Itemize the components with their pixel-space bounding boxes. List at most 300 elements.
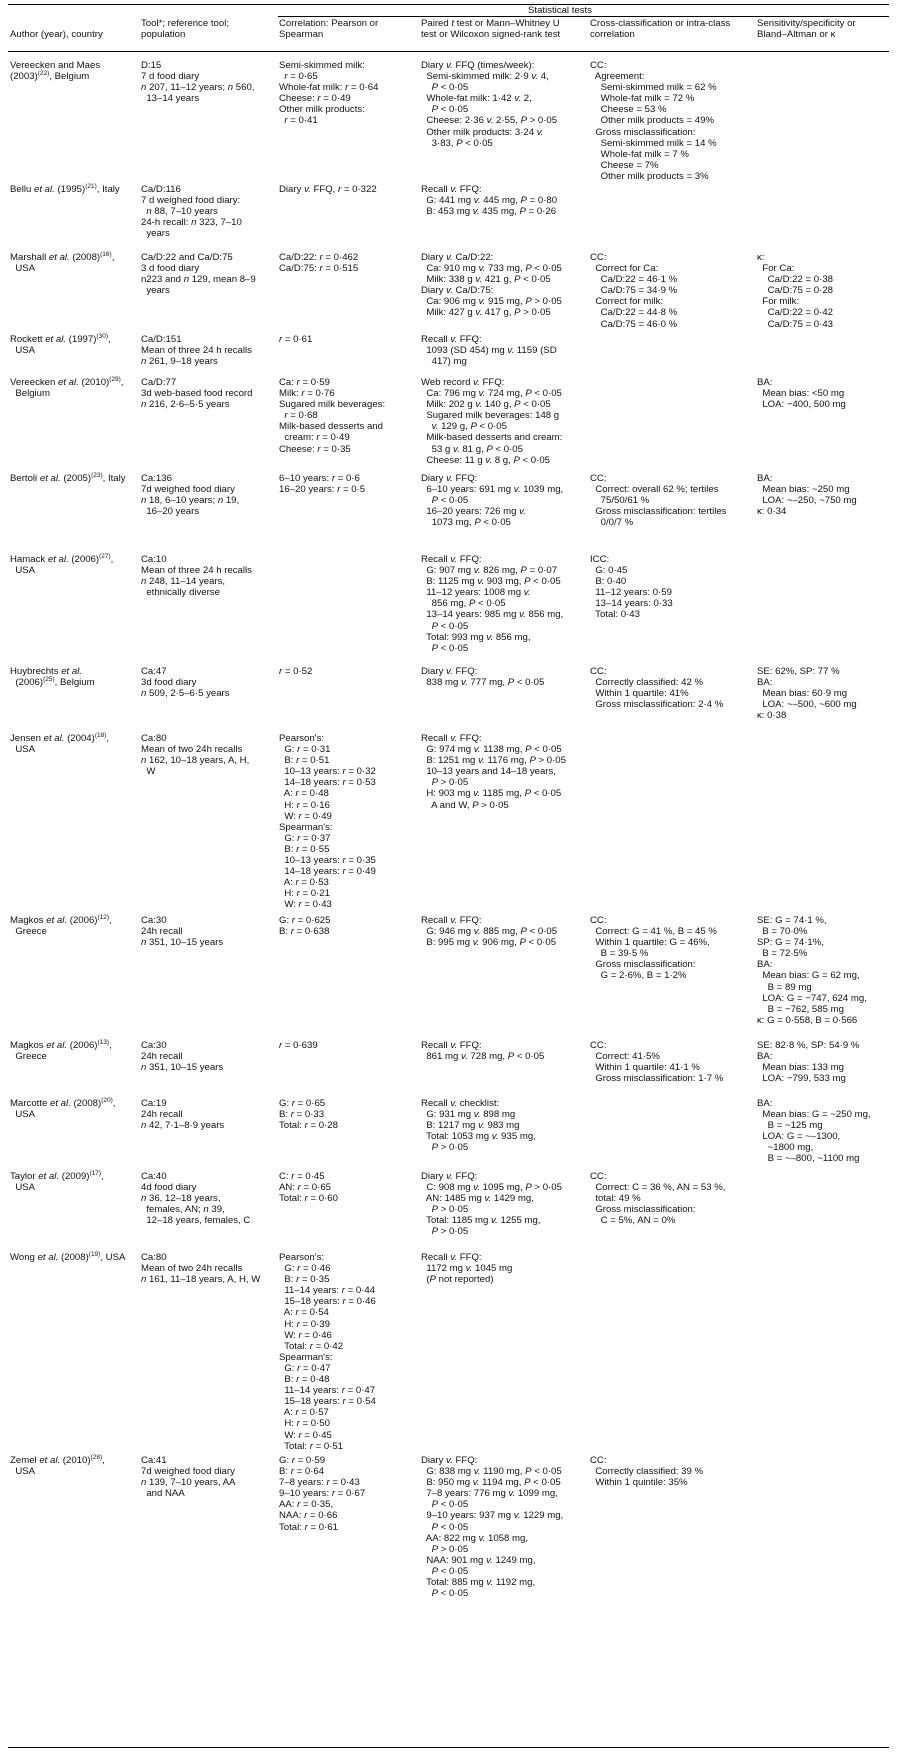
cell-line: BA: <box>757 677 773 689</box>
header-line: Paired t test or Mann–Whitney U <box>421 18 560 29</box>
cell-line: Total: 0·43 <box>590 609 640 621</box>
cell-line: A: r = 0·54 <box>279 1307 329 1319</box>
cell-line: 3 d food diary <box>141 263 200 275</box>
cell-line: Mean bias: 133 mg <box>757 1062 844 1074</box>
cell-paired-test <box>421 1098 536 1153</box>
cell-line: Ca: 910 mg v. 733 mg, P < 0·05 <box>421 263 562 275</box>
cell-line: BA: <box>757 377 773 388</box>
cell-line: BA: <box>757 1098 773 1109</box>
cell-line: Pearson's: <box>279 733 325 744</box>
cell-line: Ca:30 <box>141 915 167 926</box>
cell-line: 7d weighed food diary <box>141 1466 235 1478</box>
cell-line: n 216, 2·6–5·5 years <box>141 399 230 411</box>
cell-paired-test <box>421 473 563 528</box>
cell-line: CC: <box>590 915 607 926</box>
cell-correlation <box>279 184 377 195</box>
cell-line: 11–12 years: 1008 mg v. <box>421 587 531 599</box>
cell-line: A: r = 0·57 <box>279 1407 329 1419</box>
cell-author <box>10 1040 112 1062</box>
cell-author <box>10 252 114 274</box>
cell-line: G: r = 0·46 <box>279 1263 331 1275</box>
cell-line: B: r = 0·33 <box>279 1109 325 1121</box>
cell-line: USA <box>10 565 36 577</box>
cell-line: B: 950 mg v. 1194 mg, P < 0·05 <box>421 1477 561 1489</box>
cell-line: P < 0·05 <box>431 620 469 632</box>
cell-line: Zemel et al. $(2010)^{(28)}$, <box>10 1454 105 1466</box>
cell-line: Rockett et al. $(1997)^{(30)}$, <box>10 333 111 345</box>
cell-author <box>10 473 126 484</box>
cell-line: B = 89 mg <box>757 981 812 993</box>
cell-line: n 162, 10–18 years, A, H, <box>141 755 250 767</box>
cell-author <box>10 1455 105 1477</box>
cell-line: BA: <box>757 473 773 484</box>
cell-line: Ca/D:22 = 0·42 <box>757 307 833 319</box>
cell-line: n 42, 7·1–8·9 years <box>141 1120 225 1132</box>
cell-line: 6–10 years: 691 mg v. 1039 mg, <box>421 484 564 496</box>
cell-tool <box>141 1455 235 1499</box>
cell-line: G: r = 0·31 <box>279 744 331 756</box>
cell-line: Ca/D:75: r = 0·515 <box>279 263 359 275</box>
cell-line: Other milk products = 3% <box>590 170 709 182</box>
cell-line: n 351, 10–15 years <box>141 937 224 949</box>
header-rule <box>8 51 889 52</box>
header-correlation <box>279 18 378 40</box>
cell-line: 1073 mg, P < 0·05 <box>421 517 511 529</box>
cell-line: USA <box>10 1182 36 1194</box>
cell-line: and NAA <box>141 1488 185 1500</box>
cell-line: Semi-skimmed milk = 14 % <box>590 137 717 149</box>
cell-line: USA <box>10 345 36 357</box>
cell-line: B: r = 0·48 <box>279 1374 330 1386</box>
cell-line: B: r = 0·55 <box>279 843 330 855</box>
cell-line: B = 70·0% <box>757 926 808 938</box>
cell-line: P < 0·05 <box>431 1588 469 1600</box>
header-line: Spearman <box>279 29 324 41</box>
cell-line: H: 903 mg v. 1185 mg, P < 0·05 <box>421 788 562 800</box>
cell-line: Milk: 427 g v. 417 g, P > 0·05 <box>421 307 551 319</box>
cell-line: r = 0·68 <box>284 410 318 422</box>
cell-line: Recall v. FFQ: <box>421 915 482 926</box>
cell-line: G: 838 mg v. 1190 mg, P < 0·05 <box>421 1466 562 1478</box>
cell-tool <box>141 334 252 367</box>
cell-line: C: r = 0·45 <box>279 1171 325 1182</box>
cell-line: CC: <box>590 252 607 263</box>
cell-line: Ca:19 <box>141 1098 167 1109</box>
cell-cross-classification <box>590 915 717 982</box>
cell-line: (P not reported) <box>421 1274 494 1286</box>
header-line: Cross-classification or intra-class <box>590 18 731 29</box>
cell-line: Cheese: 11 g v. 8 g, P < 0·05 <box>421 454 550 466</box>
cell-line: Ca:80 <box>141 1252 167 1263</box>
cell-line: G: r = 0·625 <box>279 915 331 926</box>
cell-line: Diary v. FFQ: <box>421 473 478 484</box>
cell-line: Ca: r = 0·59 <box>279 377 330 388</box>
cell-line: Total: r = 0·60 <box>279 1193 338 1205</box>
cell-line: P > 0·05 <box>431 1142 469 1154</box>
cell-line: Spearman's: <box>279 1351 333 1363</box>
cell-sensitivity <box>757 1040 859 1084</box>
cell-tool <box>141 252 256 296</box>
cell-author <box>10 733 109 755</box>
cell-paired-test <box>421 1171 562 1238</box>
cell-line: total: 49 % <box>590 1193 641 1205</box>
cell-line: Ca/D:151 <box>141 334 182 345</box>
cell-line: Magkos et al. $(2006)^{(13)}$, <box>10 1039 112 1051</box>
cell-tool <box>141 1252 260 1285</box>
cell-line: Ca: 796 mg v. 724 mg, P < 0·05 <box>421 388 562 400</box>
cell-line: Ca/D:22 = 44·8 % <box>590 307 678 319</box>
cell-paired-test <box>421 377 562 466</box>
cell-line: Within 1 quartile: 41·1 % <box>590 1062 700 1074</box>
cell-line: females, AN; n 39, <box>141 1204 225 1216</box>
cell-line: 13–14 years: 0·33 <box>590 598 673 610</box>
cell-line: G: r = 0·37 <box>279 832 331 844</box>
cell-line: Diary v. Ca/D:75: <box>421 285 494 297</box>
cell-line: Total: r = 0·61 <box>279 1521 338 1533</box>
cell-line: κ: 0·34 <box>757 506 787 518</box>
cell-paired-test <box>421 184 557 217</box>
cell-line: D:15 <box>141 60 162 71</box>
cell-line: $(2006)^{(25)}$, Belgium <box>10 676 95 689</box>
cell-line: n 88, 7–10 years <box>146 206 218 218</box>
cell-correlation <box>279 1098 338 1131</box>
cell-line: Other milk products: <box>279 104 365 116</box>
cell-line: B: 453 mg v. 435 mg, P = 0·26 <box>421 206 557 218</box>
cell-line: 7–8 years: r = 0·43 <box>279 1477 360 1489</box>
cell-line: Semi-skimmed milk: <box>279 60 365 71</box>
cell-tool <box>141 1171 250 1226</box>
cell-line: NAA: r = 0·66 <box>279 1510 338 1522</box>
cell-cross-classification <box>590 252 677 330</box>
cell-correlation <box>279 733 376 911</box>
cell-line: Total: 1053 mg v. 935 mg, <box>421 1131 536 1143</box>
cell-line: H: r = 0·39 <box>279 1318 330 1330</box>
cell-line: P < 0·05 <box>431 104 469 116</box>
cell-line: Jensen et al. $(2004)^{(18)}$, <box>10 732 110 744</box>
cell-line: 838 mg v. 777 mg, P < 0·05 <box>421 677 545 689</box>
cell-line: 3d food diary <box>141 677 197 689</box>
cell-line: Vereecken and Maes <box>10 60 101 71</box>
cell-line: Recall v. FFQ: <box>421 184 482 195</box>
cell-line: n 161, 11–18 years, A, H, W <box>141 1274 261 1286</box>
cell-line: H: r = 0·50 <box>279 1418 330 1430</box>
cell-author <box>10 554 113 576</box>
cell-line: P < 0·05 <box>431 82 469 94</box>
cell-line: Diary v. FFQ: <box>421 1171 478 1182</box>
cell-line: 10–13 years: r = 0·32 <box>279 766 376 778</box>
cell-line: κ: 0·38 <box>757 710 787 722</box>
cell-line: Correct for Ca: <box>590 263 659 275</box>
cell-line: 6–10 years: r = 0·6 <box>279 473 360 484</box>
cell-line: Recall v. FFQ: <box>421 1040 482 1051</box>
cell-line: n 261, 9–18 years <box>141 356 218 368</box>
cell-line: Gross misclassification: tertiles <box>590 506 727 518</box>
cell-line: Ca:41 <box>141 1455 167 1466</box>
cell-line: For milk: <box>757 296 800 308</box>
cell-line: 11–12 years: 0·59 <box>590 587 672 599</box>
cell-author <box>10 666 95 688</box>
cell-line: P < 0·05 <box>431 1521 469 1533</box>
cell-correlation <box>279 60 378 127</box>
cell-line: 3·83, P < 0·05 <box>421 137 493 149</box>
cell-author <box>10 1098 115 1120</box>
cell-line: Mean bias: G = 62 mg, <box>757 970 860 982</box>
cell-author <box>10 60 100 82</box>
cell-line: Sugared milk beverages: <box>279 399 386 411</box>
cell-line: A: r = 0·53 <box>279 877 329 889</box>
cell-correlation <box>279 473 365 495</box>
cell-line: P > 0·05 <box>431 777 469 789</box>
cell-line: Correct: overall 62 %; tertiles <box>590 484 719 496</box>
cell-line: 15–18 years: r = 0·54 <box>279 1396 376 1408</box>
cell-line: Diary v. FFQ, r = 0·322 <box>279 184 377 195</box>
cell-line: B: r = 0·51 <box>279 755 330 767</box>
cell-line: Whole-fat milk = 72 % <box>590 93 695 105</box>
cell-line: Total: r = 0·51 <box>279 1440 344 1452</box>
cell-line: Wong et al. $(2008)^{(19)}$, USA <box>10 1251 126 1263</box>
cell-line: Mean of three 24 h recalls <box>141 345 252 357</box>
cell-line: 75/50/61 % <box>590 495 650 507</box>
cell-tool <box>141 184 242 239</box>
cell-tool <box>141 554 252 598</box>
cell-tool <box>141 1040 223 1073</box>
cell-author <box>10 1252 125 1263</box>
cell-line: NAA: 901 mg v. 1249 mg, <box>421 1554 536 1566</box>
cell-line: Ca/D:22 and Ca/D:75 <box>141 252 233 263</box>
cell-line: Greece <box>10 1051 47 1063</box>
cell-line: ~1800 mg, <box>757 1142 814 1154</box>
cell-line: Marcotte et al. $(2008)^{(20)}$, <box>10 1097 116 1109</box>
cell-line: 24-h recall: n 323, 7–10 <box>141 217 242 229</box>
cell-line: H: r = 0·21 <box>279 888 330 900</box>
cell-line: SP: G = 74·1%, <box>757 937 824 949</box>
cell-line: Gross misclassification: 2·4 % <box>590 699 724 711</box>
cell-tool <box>141 377 252 410</box>
cell-line: Pearson's: <box>279 1252 325 1263</box>
cell-line: n 18, 6–10 years; n 19, <box>141 495 240 507</box>
cell-line: G: r = 0·47 <box>279 1362 331 1374</box>
cell-line: 7 d weighed food diary: <box>141 195 241 207</box>
cell-line: W: r = 0·46 <box>279 1329 332 1341</box>
cell-line: κ: G = 0·558, B = 0·566 <box>757 1014 858 1026</box>
cell-line: A and W, P > 0·05 <box>421 799 509 811</box>
cell-line: Gross misclassification: 1·7 % <box>590 1073 724 1085</box>
cell-line: 12–18 years, females, C <box>141 1215 251 1227</box>
cell-line: USA <box>10 744 36 756</box>
header-line: Correlation: Pearson or <box>279 18 379 29</box>
cell-paired-test <box>421 60 557 149</box>
cell-line: 13–14 years: 985 mg v. 856 mg, <box>421 609 564 621</box>
cell-tool <box>141 733 249 777</box>
cell-paired-test <box>421 252 562 319</box>
cell-line: B = ~–800, ~1100 mg <box>757 1153 860 1165</box>
cell-line: P < 0·05 <box>431 1499 469 1511</box>
cell-line: G: 0·45 <box>590 565 628 577</box>
cell-line: Taylor et al. $(2009)^{(17)}$, <box>10 1170 104 1182</box>
cell-line: Ca:47 <box>141 666 167 677</box>
cell-line: G: r = 0·65 <box>279 1098 326 1109</box>
cell-line: Bellu et al. $(1995)^{(21)}$, Italy <box>10 183 120 195</box>
cell-line: USA <box>10 1466 36 1478</box>
cell-line: Mean bias: <50 mg <box>757 388 845 400</box>
cell-line: Ca:10 <box>141 554 167 565</box>
cell-line: Mean of three 24 h recalls <box>141 565 252 577</box>
cell-line: B: 1217 mg v. 983 mg <box>421 1120 520 1132</box>
cell-line: Correctly classified: 39 % <box>590 1466 704 1478</box>
cell-line: Ca/D:75 = 0·43 <box>757 318 833 330</box>
cell-line: 16–20 years: r = 0·5 <box>279 484 366 496</box>
cell-line: 24h recall <box>141 1051 183 1063</box>
cell-line: 10–13 years and 14–18 years, <box>421 766 556 778</box>
cell-line: $(2003)^{(22)}$, Belgium <box>10 70 90 83</box>
cell-correlation <box>279 334 312 345</box>
cell-line: years <box>141 228 170 240</box>
header-sensitivity <box>757 18 856 40</box>
cell-line: P < 0·05 <box>431 642 469 654</box>
cell-line: Hamack et al. $(2006)^{(27)}$, <box>10 553 114 565</box>
cell-line: Ca:136 <box>141 473 172 484</box>
cell-line: r = 0·65 <box>284 71 318 83</box>
cell-line: LOA: G = ~–1300, <box>757 1131 841 1143</box>
cell-line: Diary v. FFQ: <box>421 1455 478 1466</box>
cell-line: BA: <box>757 959 773 971</box>
cell-line: USA <box>10 1109 36 1121</box>
cell-line: Correct: G = 41 %, B = 45 % <box>590 926 717 938</box>
cell-line: 0/0/7 % <box>590 517 634 529</box>
cell-line: W <box>141 766 156 778</box>
cell-line: LOA: G = −747, 624 mg, <box>757 992 867 1004</box>
cell-line: 417) mg <box>421 356 467 368</box>
cell-line: Within 1 quartile: G = 46%, <box>590 937 710 949</box>
cell-line: 856 mg, P < 0·05 <box>421 598 506 610</box>
cell-line: P < 0·05 <box>431 495 469 507</box>
cell-paired-test <box>421 666 544 688</box>
cell-line: Ca/D:77 <box>141 377 177 388</box>
group-header: Statistical tests <box>528 5 592 16</box>
header-tool <box>141 18 229 40</box>
cell-line: Ca/D:75 = 0·28 <box>757 285 833 297</box>
cell-line: ethnically diverse <box>141 587 220 599</box>
bottom-rule <box>8 1747 889 1748</box>
cell-line: G: 974 mg v. 1138 mg, P < 0·05 <box>421 744 562 756</box>
cell-sensitivity <box>757 377 846 410</box>
cell-line: Cheese = 53 % <box>590 104 667 116</box>
cell-line: 24h recall <box>141 926 183 938</box>
cell-line: Ca/D:22 = 0·38 <box>757 274 833 286</box>
cell-sensitivity <box>757 1098 871 1165</box>
cell-line: BA: <box>757 1051 773 1063</box>
cell-line: 861 mg v. 728 mg, P < 0·05 <box>421 1051 545 1063</box>
cell-line: Bertoli et al. $(2005)^{(23)}$, Italy <box>10 472 126 484</box>
cell-correlation <box>279 1455 365 1533</box>
cell-line: AA: r = 0·35, <box>279 1499 334 1511</box>
cell-line: USA <box>10 263 36 275</box>
cell-line: Recall v. FFQ: <box>421 733 482 744</box>
cell-line: Marshall et al. $(2008)^{(16)}$, <box>10 251 115 263</box>
cell-author <box>10 915 112 937</box>
cell-cross-classification <box>590 473 726 528</box>
cell-line: CC: <box>590 1455 607 1466</box>
header-line: population <box>141 29 186 41</box>
cell-line: 11–14 years: r = 0·47 <box>279 1385 376 1397</box>
cell-line: Total: 993 mg v. 856 mg, <box>421 631 531 643</box>
cell-line: Other milk products: 3·24 v. <box>421 126 544 138</box>
cell-line: G: 931 mg v. 898 mg <box>421 1109 516 1121</box>
cell-line: ICC: <box>590 554 610 565</box>
cell-line: Mean bias: G = ~250 mg, <box>757 1109 871 1121</box>
cell-line: Milk: r = 0·76 <box>279 388 335 400</box>
cell-line: Gross misclassification: <box>590 959 696 971</box>
cell-line: 16–20 years <box>141 506 200 518</box>
cell-line: P > 0·05 <box>431 1204 469 1216</box>
cell-line: CC: <box>590 60 607 71</box>
cell-paired-test <box>421 1252 512 1285</box>
cell-line: Correct: C = 36 %, AN = 53 %, <box>590 1182 726 1194</box>
cell-line: 3d web-based food record <box>141 388 253 400</box>
cell-line: n 36, 12–18 years, <box>141 1193 221 1205</box>
cell-tool <box>141 473 239 517</box>
header-line: Sensitivity/specificity or <box>757 18 856 29</box>
cell-line: n 351, 10–15 years <box>141 1062 224 1074</box>
cell-line: Correctly classified: 42 % <box>590 677 704 689</box>
cell-line: B: r = 0·35 <box>279 1274 330 1286</box>
cell-author <box>10 377 123 399</box>
cell-line: 11–14 years: r = 0·44 <box>279 1285 376 1297</box>
cell-line: Total: 1185 mg v. 1255 mg, <box>421 1215 541 1227</box>
cell-cross-classification <box>590 1455 703 1488</box>
header-cross-classification <box>590 18 730 40</box>
cell-line: Recall v. checklist: <box>421 1098 500 1109</box>
cell-line: B = ~125 mg <box>757 1120 823 1132</box>
cell-sensitivity <box>757 666 857 721</box>
cell-line: Correct: 41·5% <box>590 1051 660 1063</box>
top-rule <box>8 4 889 5</box>
cell-line: Whole-fat milk: 1·42 v. 2, <box>421 93 532 105</box>
cell-cross-classification <box>590 60 717 182</box>
cell-line: B: 1251 mg v. 1176 mg, P > 0·05 <box>421 755 566 767</box>
cell-line: AN: r = 0·65 <box>279 1182 332 1194</box>
cell-line: Ca/D:22 = 46·1 % <box>590 274 678 286</box>
cell-paired-test <box>421 554 563 654</box>
cell-paired-test <box>421 1455 563 1599</box>
cell-line: C: 908 mg v. 1095 mg, P > 0·05 <box>421 1182 562 1194</box>
cell-line: Milk-based desserts and <box>279 421 383 433</box>
cell-author <box>10 334 111 356</box>
cell-line: 1172 mg v. 1045 mg <box>421 1263 513 1275</box>
cell-cross-classification <box>590 1171 725 1226</box>
cell-line: B: r = 0·638 <box>279 926 330 938</box>
cell-line: Spearman's: <box>279 821 333 833</box>
cell-line: Recall v. FFQ: <box>421 334 482 345</box>
cell-line: Milk: 202 g v. 140 g, P < 0·05 <box>421 399 551 411</box>
cell-line: κ: <box>757 252 765 263</box>
cell-line: 9–10 years: 937 mg v. 1229 mg, <box>421 1510 564 1522</box>
cell-sensitivity <box>757 915 867 1026</box>
cell-paired-test <box>421 915 557 948</box>
cell-line: Mean of two 24h recalls <box>141 744 243 756</box>
cell-line: 10–13 years: r = 0·35 <box>279 855 376 867</box>
cell-line: Cheese: r = 0·35 <box>279 443 351 455</box>
cell-line: B = −762, 585 mg <box>757 1003 844 1015</box>
cell-line: Within 1 quintile: 35% <box>590 1477 688 1489</box>
cell-correlation <box>279 1040 318 1051</box>
cell-line: Mean bias: 60·9 mg <box>757 688 848 700</box>
cell-line: Belgium <box>10 388 50 400</box>
cell-line: years <box>141 285 170 297</box>
cell-line: Vereecken et al. $(2010)^{(29)}$, <box>10 376 124 388</box>
cell-line: 24h recall <box>141 1109 183 1121</box>
cell-line: v. 129 g, P < 0·05 <box>431 421 507 433</box>
